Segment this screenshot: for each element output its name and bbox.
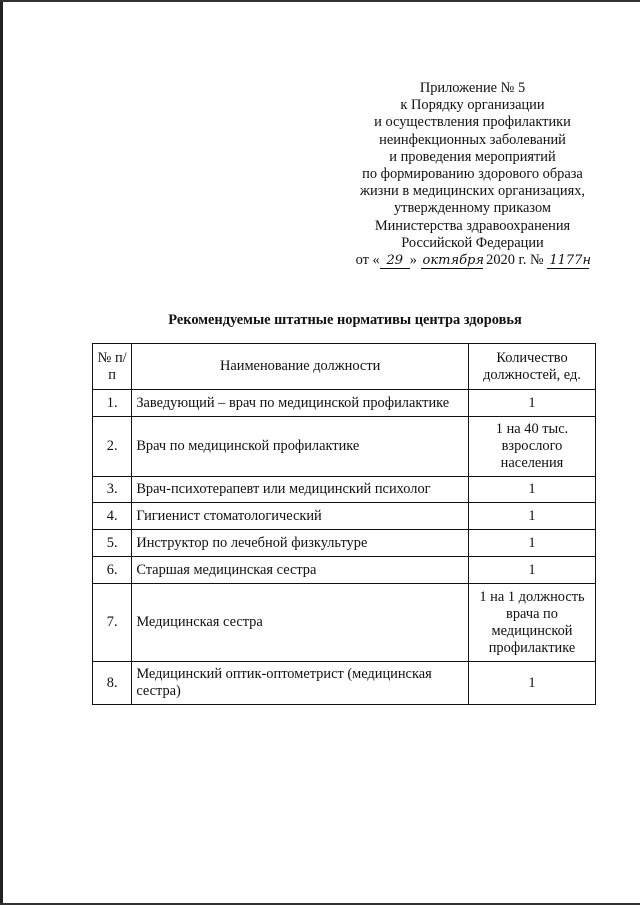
row-number: 5. (93, 530, 132, 557)
row-number: 2. (93, 417, 132, 477)
staff-standards-table (92, 343, 596, 705)
table-row (93, 662, 596, 705)
order-date-line (330, 252, 615, 269)
appendix-line-3: и осуществления профилактики (374, 114, 571, 131)
row-position-name: Медицинский оптик-оптометрист (медицинская сестра) (132, 662, 469, 705)
table-row (93, 417, 596, 477)
handwritten-order-number: 1177н (549, 253, 592, 269)
row-position-name: Старшая медицинская сестра (132, 557, 469, 584)
date-mid: » (409, 252, 417, 269)
date-year: 2020 г. № (486, 252, 544, 269)
appendix-line-2: к Порядку организации (400, 97, 545, 114)
row-position-name: Врач по медицинской профилактике (132, 417, 469, 477)
scan-edge-left (0, 0, 3, 905)
date-prefix: от « (355, 252, 380, 269)
appendix-line-8: утвержденному приказом (393, 200, 552, 217)
row-number: 4. (93, 503, 132, 530)
row-position-name: Медицинская сестра (132, 584, 469, 662)
row-quantity: 1 (468, 477, 595, 503)
row-quantity: 1 на 40 тыс. взрослого населения (468, 417, 595, 477)
appendix-line-1: Приложение № 5 (419, 80, 526, 96)
row-quantity: 1 (468, 530, 595, 557)
header-number: № п/п (93, 344, 132, 390)
appendix-line-6: по формированию здорового образа (362, 166, 583, 183)
row-position-name: Инструктор по лечебной физкультуре (132, 530, 469, 557)
header-quantity: Количество должностей, ед. (468, 344, 595, 390)
row-position-name: Заведующий – врач по медицинской профилактике (132, 390, 469, 417)
appendix-line-5: и проведения мероприятий (389, 148, 556, 165)
row-quantity: 1 на 1 должность врача по медицинской профилактике (468, 584, 595, 662)
appendix-line-10: Российской Федерации (401, 234, 544, 251)
table-row (93, 390, 596, 417)
table-row (93, 557, 596, 584)
row-quantity: 1 (468, 662, 595, 705)
row-position-name: Врач-психотерапевт или медицинский психолог (132, 477, 469, 503)
document-title: Рекомендуемые штатные нормативы центра здоровья (168, 312, 522, 328)
table-row (93, 584, 596, 662)
row-number: 6. (93, 557, 132, 584)
table-header-row (93, 344, 596, 390)
handwritten-day: 29 (380, 254, 410, 269)
table-row (93, 477, 596, 503)
appendix-line-4: неинфекционных заболеваний (379, 131, 566, 148)
row-number: 8. (93, 662, 132, 705)
handwritten-month: октября (422, 253, 484, 269)
row-quantity: 1 (468, 557, 595, 584)
scan-edge-top (0, 0, 640, 2)
table-row (93, 503, 596, 530)
appendix-header (330, 80, 615, 269)
appendix-line-9: Министерства здравоохранения (374, 217, 571, 234)
row-quantity: 1 (468, 503, 595, 530)
row-number: 3. (93, 477, 132, 503)
row-position-name: Гигиенист стоматологический (132, 503, 469, 530)
row-quantity: 1 (468, 390, 595, 417)
row-number: 1. (93, 390, 132, 417)
appendix-line-7: жизни в медицинских организациях, (360, 183, 585, 200)
table-row (93, 530, 596, 557)
header-position-name: Наименование должности (132, 344, 469, 390)
row-number: 7. (93, 584, 132, 662)
